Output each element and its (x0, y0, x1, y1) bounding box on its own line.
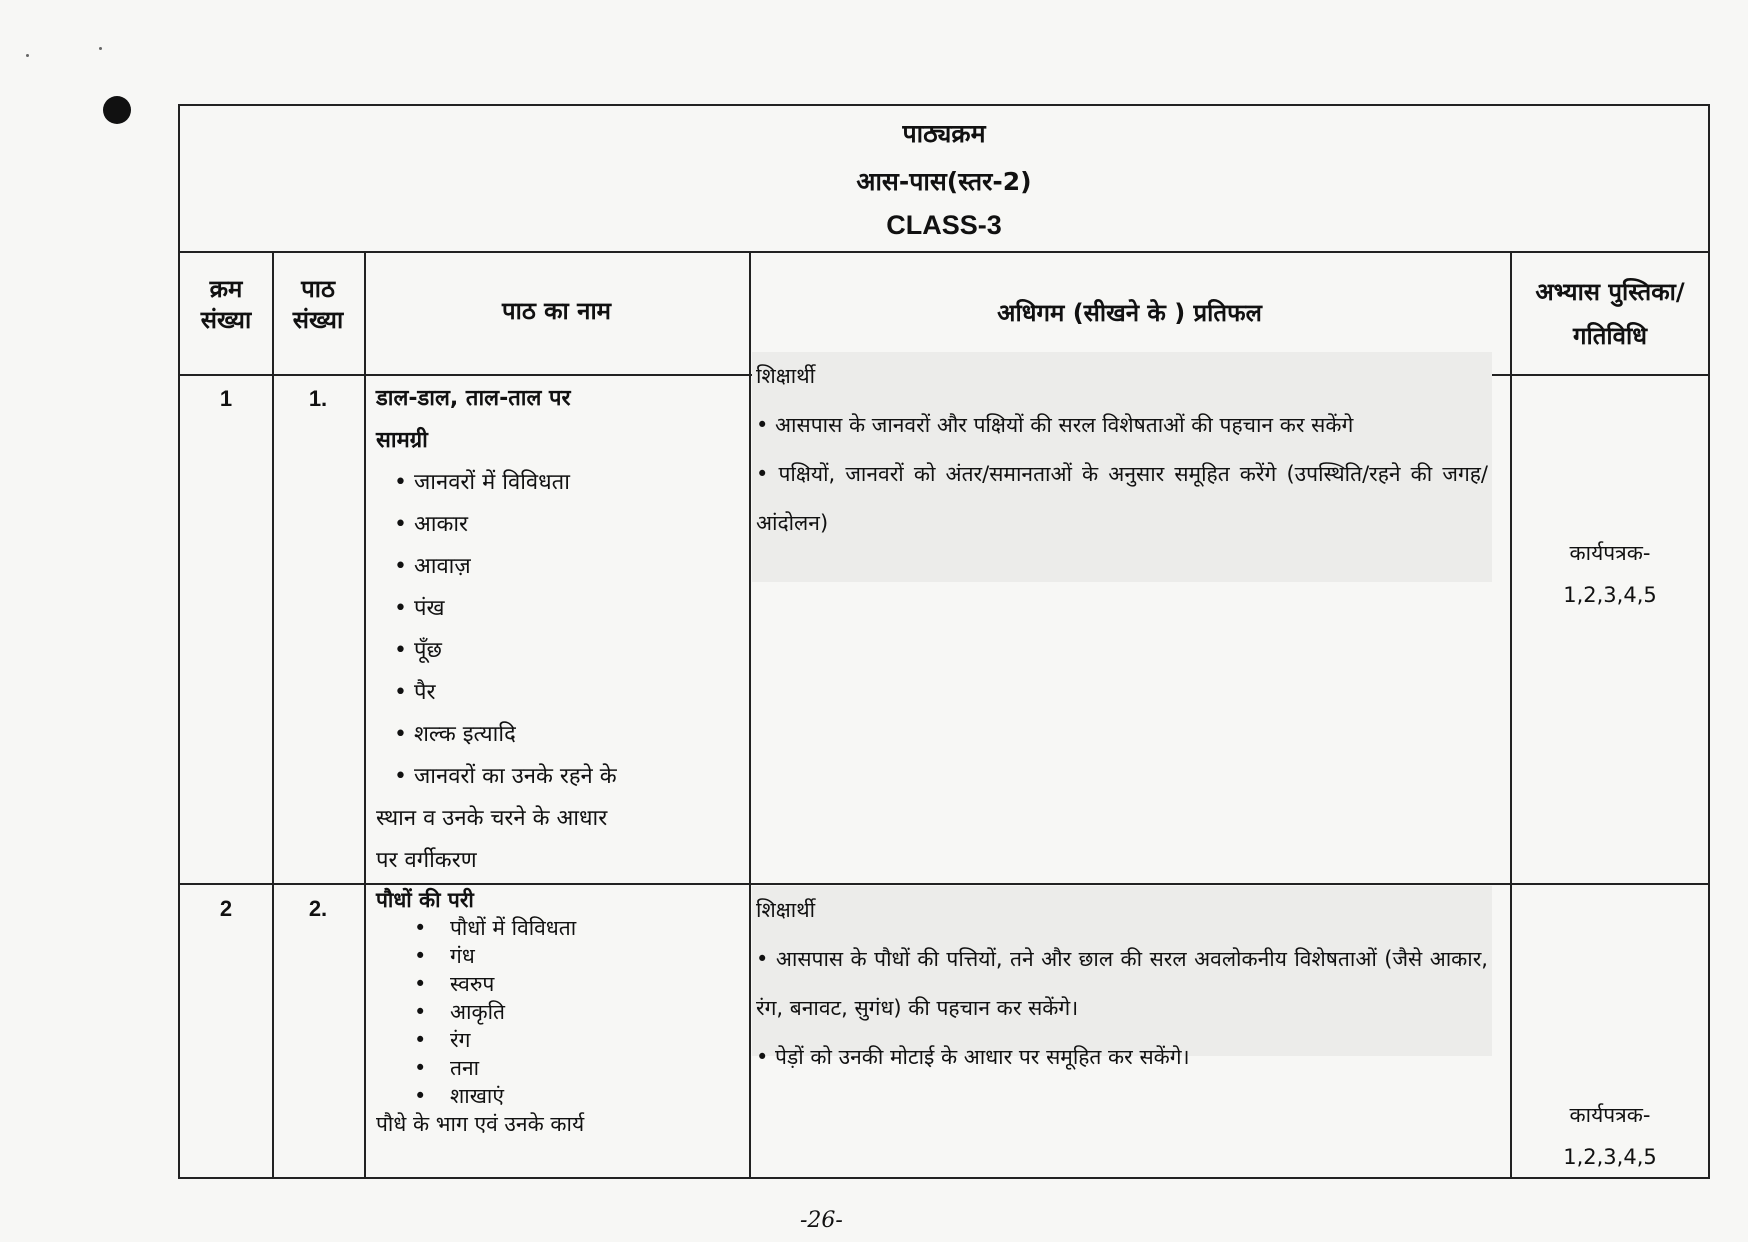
list-item: • पंख (394, 596, 445, 621)
bullet: • (414, 1084, 427, 1108)
row1-lesson-no: 1. (308, 386, 328, 411)
list-item-text: तना (450, 1056, 480, 1080)
list-item: • आवाज़ (394, 554, 471, 579)
activity-label: कार्यपत्रक- (1569, 1103, 1651, 1127)
title-class: CLASS-3 (886, 210, 1002, 240)
row1-material-heading: सामग्री (376, 428, 428, 453)
list-item-text: गंध (450, 944, 475, 968)
header-activity-line2: गतिविधि (1573, 322, 1647, 350)
list-item (376, 998, 746, 1026)
row2-outcomes (752, 886, 1492, 1069)
punch-hole (103, 96, 131, 124)
header-lesson-no-line1: पाठ (301, 275, 335, 303)
list-item: • पूँछ (394, 638, 442, 663)
row2-lesson-title: पौधों की परी (376, 888, 474, 912)
bullet: • (414, 1028, 427, 1052)
activity-numbers: 1,2,3,4,5 (1563, 583, 1657, 607)
bullet: • (414, 1056, 427, 1080)
list-item-text: रंग (450, 1028, 471, 1052)
title-subject: आस-पास(स्तर-2) (856, 167, 1032, 196)
title-syllabus: पाठ्यक्रम (902, 119, 986, 148)
row2-lesson-cell (376, 886, 746, 1138)
list-item (376, 1054, 746, 1082)
header-lesson-no (272, 274, 364, 336)
header-serial (180, 274, 272, 336)
list-item (376, 1082, 746, 1110)
bullet: • (414, 1000, 427, 1024)
col-divider (1510, 251, 1512, 1177)
header-lesson-name: पाठ का नाम (501, 297, 612, 325)
row2-lesson-no: 2. (308, 896, 328, 921)
list-item-text: शाखाएं (450, 1084, 504, 1108)
syllabus-table (178, 104, 1710, 1179)
list-item (376, 942, 746, 970)
list-item (376, 914, 746, 942)
list-item: • जानवरों का उनके रहने के (394, 764, 617, 789)
outcome-item: • पक्षियों, जानवरों को अंतर/समानताओं के अनुसार समूहित करेंगे (उपस्थिति/रहने की जगह/आंदोलन) (756, 462, 1488, 535)
row1-lesson-cell (376, 378, 746, 882)
row2-closing: पौधे के भाग एवं उनके कार्य (376, 1112, 585, 1136)
row1-outcomes (752, 352, 1492, 582)
outcome-item: • आसपास के पौधों की पत्तियों, तने और छाल की सरल अवलोकनीय विशेषताओं (जैसे आकार, रंग, बनावट, सुगंध) की पहचान कर सकेंगे। (756, 947, 1488, 1020)
list-item: • जानवरों में विविधता (394, 470, 570, 495)
col-divider (364, 251, 366, 1177)
col-divider (749, 251, 751, 1177)
list-item: • शल्क इत्यादि (394, 722, 516, 747)
header-serial-line1: क्रम (209, 275, 243, 303)
row2-activity (1510, 1094, 1710, 1178)
row2-serial: 2 (219, 896, 233, 921)
outcome-item: • पेड़ों को उनकी मोटाई के आधार पर समूहित कर सकेंगे। (756, 1045, 1190, 1069)
list-item-text: पौधों में विविधता (450, 916, 577, 940)
list-item: • आकार (394, 512, 469, 537)
scan-speck (99, 47, 102, 50)
list-item-text: आकृति (450, 1000, 505, 1024)
header-outcomes: अधिगम (सीखने के ) प्रतिफल (997, 299, 1262, 327)
row1-lesson-title: डाल-डाल, ताल-ताल पर (376, 386, 571, 411)
list-item (376, 970, 746, 998)
list-item-text: स्वरुप (450, 972, 495, 996)
header-lesson-no-line2: संख्या (292, 306, 344, 334)
activity-label: कार्यपत्रक- (1569, 541, 1651, 565)
scan-speck (26, 54, 29, 57)
header-serial-line2: संख्या (200, 306, 252, 334)
header-activity-line1: अभ्यास पुस्तिका/ (1535, 278, 1685, 306)
bullet: • (414, 972, 427, 996)
list-item (376, 1026, 746, 1054)
row-divider (180, 883, 1708, 885)
outcome-item: • आसपास के जानवरों और पक्षियों की सरल विशेषताओं की पहचान कर सकेंगे (756, 413, 1354, 437)
list-item: स्थान व उनके चरने के आधार (376, 806, 608, 831)
activity-numbers: 1,2,3,4,5 (1563, 1145, 1657, 1169)
page-number: -26- (800, 1208, 843, 1233)
row1-activity (1510, 532, 1710, 616)
header-activity (1510, 270, 1710, 358)
outcome-lead: शिक्षार्थी (756, 364, 816, 388)
bullet: • (414, 916, 427, 940)
outcome-lead: शिक्षार्थी (756, 898, 816, 922)
list-item: • पैर (394, 680, 436, 705)
list-item: पर वर्गीकरण (376, 848, 477, 873)
title-block (180, 106, 1708, 253)
row1-serial: 1 (219, 386, 233, 411)
bullet: • (414, 944, 427, 968)
